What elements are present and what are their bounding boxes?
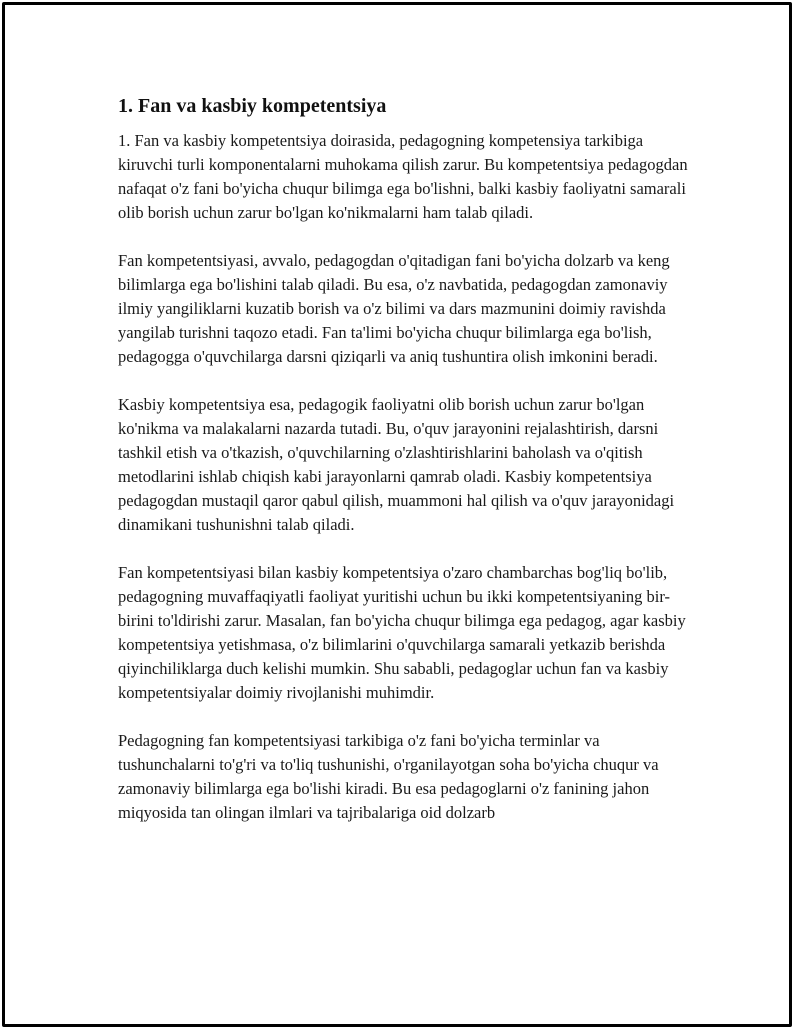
paragraph-4: Fan kompetentsiyasi bilan kasbiy kompetentsiya o'zaro chambarchas bog'liq bo'lib, pedagogning muvaffaqiyatli faoliyat yuritishi uchun bu ikki kompetentsiyaning bir-birini to'ldirishi zarur. Masalan, fan bo'yicha chuqur bilimga ega pedagog, agar kasbiy kompetentsiya yetishmasa, o'z bilimlarini o'quvchilarga samarali yetkazib berishda qiyinchiliklarga duch kelishi mumkin. Shu sababli, pedagoglar uchun fan va kasbiy kompetentsiyalar doimiy rivojlanishi muhimdir. bbox=[118, 563, 686, 702]
paragraph-3: Kasbiy kompetentsiya esa, pedagogik faoliyatni olib borish uchun zarur bo'lgan ko'nikma va malakalarni nazarda tutadi. Bu, o'quv jarayonini rejalashtirish, darsni tashkil etish va o'tkazish, o'quvchilarning o'zlashtirishlarini baholash va o'qitish metodlarini ishlab chiqish kabi jarayonlarni qamrab oladi. Kasbiy kompetentsiya pedagogdan mustaqil qaror qabul qilish, muammoni hal qilish va o'quv jarayonidagi dinamikani tushunishni talab qiladi. bbox=[118, 395, 675, 534]
paragraph-2: Fan kompetentsiyasi, avvalo, pedagogdan o'qitadigan fani bo'yicha dolzarb va keng bilimlarga ega bo'lishini talab qiladi. Bu esa, o'z navbatida, pedagogdan zamonaviy ilmiy yangiliklarni kuzatib borish va o'z bilimi va dars mazmunini doimiy ravishda yangilab turishni taqozo etadi. Fan ta'limi bo'yicha chuqur bilimlarga ega bo'lish, pedagogga o'quvchilarga darsni qiziqarli va aniq tushuntira olish imkonini beradi. bbox=[118, 251, 670, 366]
document-body bbox=[118, 93, 690, 849]
section-heading: 1. Fan va kasbiy kompetentsiya bbox=[118, 95, 387, 117]
paragraph-5: Pedagogning fan kompetentsiyasi tarkibiga o'z fani bo'yicha terminlar va tushunchalarni to'g'ri va to'liq tushunishi, o'rganilayotgan soha bo'yicha chuqur va zamonaviy bilimlarga ega bo'lishi kiradi. Bu esa pedagoglarni o'z fanining jahon miqyosida tan olingan ilmlari va tajribalariga oid dolzarb bbox=[118, 731, 659, 822]
paragraph-1: 1. Fan va kasbiy kompetentsiya doirasida, pedagogning kompetensiya tarkibiga kiruvchi turli komponentalarni muhokama qilish zarur. Bu kompetentsiya pedagogdan nafaqat o'z fani bo'yicha chuqur bilimga ega bo'lishni, balki kasbiy faoliyatni samarali olib borish uchun zarur bo'lgan ko'nikmalarni ham talab qiladi. bbox=[118, 131, 688, 222]
